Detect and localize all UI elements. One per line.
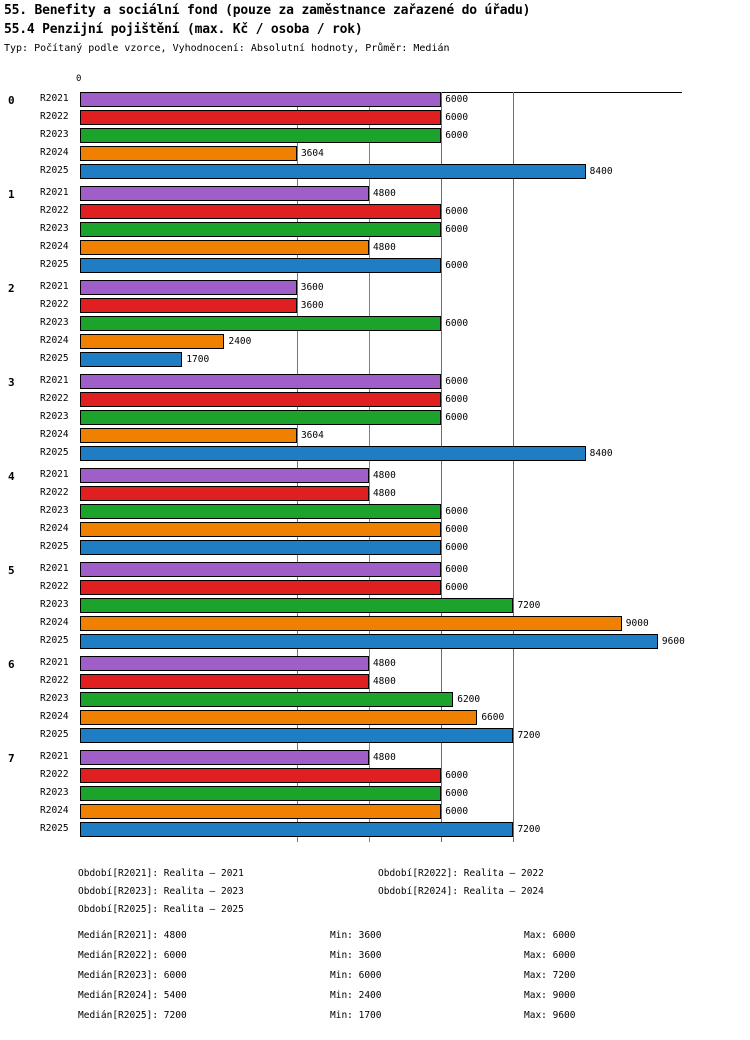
bar[interactable]: [80, 768, 441, 783]
bar-series-label: R2021: [40, 375, 69, 386]
bar[interactable]: [80, 486, 369, 501]
bar-group: [0, 468, 750, 558]
bar-value-label: 6000: [445, 770, 469, 781]
bar-value-label: 7200: [517, 730, 541, 741]
bar-series-label: R2023: [40, 411, 69, 422]
bar[interactable]: [80, 280, 297, 295]
bar-group: [0, 750, 750, 840]
bar[interactable]: [80, 334, 224, 349]
bar-value-label: 6000: [445, 788, 469, 799]
x-axis-origin-label: 0: [76, 74, 82, 84]
bar[interactable]: [80, 258, 441, 273]
bar-group: [0, 562, 750, 652]
bar[interactable]: [80, 186, 369, 201]
bar[interactable]: [80, 522, 441, 537]
page-title-line1: 55. Benefity a sociální fond (pouze za zaměstnance zařazené do úřadu): [4, 3, 531, 18]
bar-value-label: 1700: [186, 354, 210, 365]
bar-series-label: R2022: [40, 675, 69, 686]
bar[interactable]: [80, 92, 441, 107]
stat-median: Medián[R2024]: 5400: [78, 990, 187, 1001]
stat-median: Medián[R2025]: 7200: [78, 1010, 187, 1021]
stat-min: Min: 3600: [330, 950, 382, 961]
stat-median: Medián[R2022]: 6000: [78, 950, 187, 961]
stat-max: Max: 9600: [524, 1010, 576, 1021]
bar-series-label: R2025: [40, 447, 69, 458]
bar-value-label: 4800: [372, 752, 396, 763]
legend-entry: Období[R2023]: Realita – 2023: [78, 886, 244, 897]
stat-max: Max: 7200: [524, 970, 576, 981]
bar[interactable]: [80, 410, 441, 425]
bar-series-label: R2024: [40, 523, 69, 534]
bar-series-label: R2021: [40, 469, 69, 480]
bar[interactable]: [80, 656, 369, 671]
stat-min: Min: 6000: [330, 970, 382, 981]
group-label: 5: [8, 564, 15, 577]
group-label: 3: [8, 376, 15, 389]
bar-series-label: R2024: [40, 805, 69, 816]
bar-value-label: 3604: [300, 430, 324, 441]
bar-series-label: R2021: [40, 93, 69, 104]
bar[interactable]: [80, 634, 658, 649]
bar-series-label: R2023: [40, 787, 69, 798]
bar-value-label: 6000: [445, 394, 469, 405]
bar[interactable]: [80, 692, 453, 707]
bar-series-label: R2021: [40, 187, 69, 198]
bar[interactable]: [80, 240, 369, 255]
bar-value-label: 6000: [445, 260, 469, 271]
bar-series-label: R2024: [40, 429, 69, 440]
bar[interactable]: [80, 540, 441, 555]
bar-chart: [0, 62, 750, 852]
page-title-line2: 55.4 Penzijní pojištění (max. Kč / osoba / rok): [4, 22, 363, 37]
bar-value-label: 6000: [445, 318, 469, 329]
bar-series-label: R2025: [40, 353, 69, 364]
stat-max: Max: 6000: [524, 930, 576, 941]
bar-series-label: R2022: [40, 393, 69, 404]
bar[interactable]: [80, 204, 441, 219]
bar-value-label: 2400: [228, 336, 252, 347]
bar-series-label: R2024: [40, 241, 69, 252]
bar-value-label: 6000: [445, 412, 469, 423]
bar[interactable]: [80, 710, 477, 725]
legend-entry: Období[R2021]: Realita – 2021: [78, 868, 244, 879]
stat-min: Min: 1700: [330, 1010, 382, 1021]
legend-entry: Období[R2022]: Realita – 2022: [378, 868, 544, 879]
bar-series-label: R2021: [40, 657, 69, 668]
bar-value-label: 6000: [445, 224, 469, 235]
bar-series-label: R2022: [40, 111, 69, 122]
bar[interactable]: [80, 562, 441, 577]
bar[interactable]: [80, 222, 441, 237]
bar-value-label: 6000: [445, 506, 469, 517]
bar-value-label: 3600: [300, 282, 324, 293]
bar-group: [0, 656, 750, 746]
bar[interactable]: [80, 428, 297, 443]
bar-value-label: 8400: [589, 448, 613, 459]
bar-series-label: R2022: [40, 487, 69, 498]
bar-series-label: R2024: [40, 147, 69, 158]
bar-value-label: 4800: [372, 676, 396, 687]
chart-subtitle: Typ: Počítaný podle vzorce, Vyhodnocení: Absolutní hodnoty, Průměr: Medián: [4, 43, 450, 54]
bar[interactable]: [80, 822, 513, 837]
bar[interactable]: [80, 616, 622, 631]
bar[interactable]: [80, 750, 369, 765]
bar-series-label: R2024: [40, 335, 69, 346]
bar-group: [0, 92, 750, 182]
group-label: 2: [8, 282, 15, 295]
bar[interactable]: [80, 786, 441, 801]
bar-value-label: 6000: [445, 376, 469, 387]
bar-series-label: R2023: [40, 505, 69, 516]
legend-entry: Období[R2024]: Realita – 2024: [378, 886, 544, 897]
bar[interactable]: [80, 674, 369, 689]
bar-value-label: 9000: [625, 618, 649, 629]
bar-series-label: R2024: [40, 617, 69, 628]
bar-value-label: 6000: [445, 130, 469, 141]
bar[interactable]: [80, 804, 441, 819]
bar-value-label: 6000: [445, 524, 469, 535]
bar[interactable]: [80, 164, 586, 179]
bar[interactable]: [80, 598, 513, 613]
bar-series-label: R2021: [40, 751, 69, 762]
stat-max: Max: 9000: [524, 990, 576, 1001]
bar[interactable]: [80, 352, 182, 367]
bar-series-label: R2023: [40, 129, 69, 140]
bar[interactable]: [80, 298, 297, 313]
bar[interactable]: [80, 128, 441, 143]
bar-series-label: R2025: [40, 165, 69, 176]
bar-series-label: R2024: [40, 711, 69, 722]
bar-series-label: R2021: [40, 563, 69, 574]
bar-group: [0, 186, 750, 276]
legend-entry: Období[R2025]: Realita – 2025: [78, 904, 244, 915]
group-label: 4: [8, 470, 15, 483]
bar-value-label: 6000: [445, 582, 469, 593]
bar-value-label: 7200: [517, 824, 541, 835]
bar-series-label: R2025: [40, 541, 69, 552]
group-label: 7: [8, 752, 15, 765]
bar[interactable]: [80, 392, 441, 407]
bar-series-label: R2022: [40, 769, 69, 780]
bar-value-label: 8400: [589, 166, 613, 177]
bar[interactable]: [80, 146, 297, 161]
bar-series-label: R2025: [40, 635, 69, 646]
group-label: 1: [8, 188, 15, 201]
bar[interactable]: [80, 468, 369, 483]
bar-value-label: 6200: [457, 694, 481, 705]
bar-value-label: 6000: [445, 206, 469, 217]
bar[interactable]: [80, 580, 441, 595]
bar-series-label: R2022: [40, 581, 69, 592]
bar-value-label: 4800: [372, 470, 396, 481]
bar-value-label: 9600: [661, 636, 685, 647]
bar-value-label: 4800: [372, 188, 396, 199]
bar-value-label: 6000: [445, 112, 469, 123]
bar-value-label: 4800: [372, 488, 396, 499]
stat-median: Medián[R2023]: 6000: [78, 970, 187, 981]
bar-value-label: 6000: [445, 542, 469, 553]
bar-series-label: R2022: [40, 299, 69, 310]
bar-series-label: R2023: [40, 317, 69, 328]
bar-series-label: R2023: [40, 223, 69, 234]
stat-median: Medián[R2021]: 4800: [78, 930, 187, 941]
bar[interactable]: [80, 316, 441, 331]
bar[interactable]: [80, 446, 586, 461]
stat-max: Max: 6000: [524, 950, 576, 961]
bar-series-label: R2025: [40, 259, 69, 270]
bar-group: [0, 374, 750, 464]
bar-value-label: 3600: [300, 300, 324, 311]
bar-value-label: 7200: [517, 600, 541, 611]
bar-series-label: R2022: [40, 205, 69, 216]
stat-min: Min: 3600: [330, 930, 382, 941]
stat-min: Min: 2400: [330, 990, 382, 1001]
bar-value-label: 4800: [372, 242, 396, 253]
bar-series-label: R2025: [40, 823, 69, 834]
bar-value-label: 6000: [445, 564, 469, 575]
bar[interactable]: [80, 374, 441, 389]
group-label: 0: [8, 94, 15, 107]
bar[interactable]: [80, 110, 441, 125]
bar-series-label: R2021: [40, 281, 69, 292]
bar-value-label: 3604: [300, 148, 324, 159]
bar[interactable]: [80, 728, 513, 743]
group-label: 6: [8, 658, 15, 671]
bar-series-label: R2023: [40, 599, 69, 610]
bar-series-label: R2025: [40, 729, 69, 740]
bar-group: [0, 280, 750, 370]
bar-value-label: 6000: [445, 806, 469, 817]
bar-value-label: 6600: [481, 712, 505, 723]
bar-value-label: 4800: [372, 658, 396, 669]
bar[interactable]: [80, 504, 441, 519]
bar-value-label: 6000: [445, 94, 469, 105]
bar-series-label: R2023: [40, 693, 69, 704]
